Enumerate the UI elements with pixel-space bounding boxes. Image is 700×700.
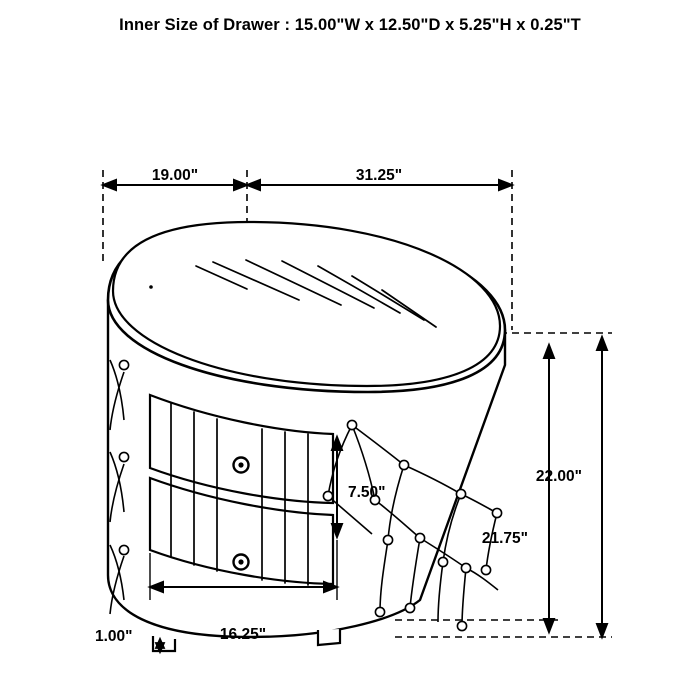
dim-total-height-line [597, 337, 607, 637]
dim-drawer-height: 7.50" [348, 484, 386, 501]
dim-top-right-width: 31.25" [355, 167, 403, 184]
dim-body-height: 21.75" [481, 530, 528, 547]
dim-foot-height: 1.00" [95, 628, 133, 645]
dim-top-left-width: 19.00" [151, 167, 199, 184]
page-title: Inner Size of Drawer : 15.00"W x 12.50"D x 5.25"H x 0.25"T [119, 16, 581, 34]
dim-drawer-width: 16.25" [219, 626, 267, 643]
dim-total-height: 22.00" [535, 468, 582, 485]
dim-body-height-line [544, 345, 554, 632]
